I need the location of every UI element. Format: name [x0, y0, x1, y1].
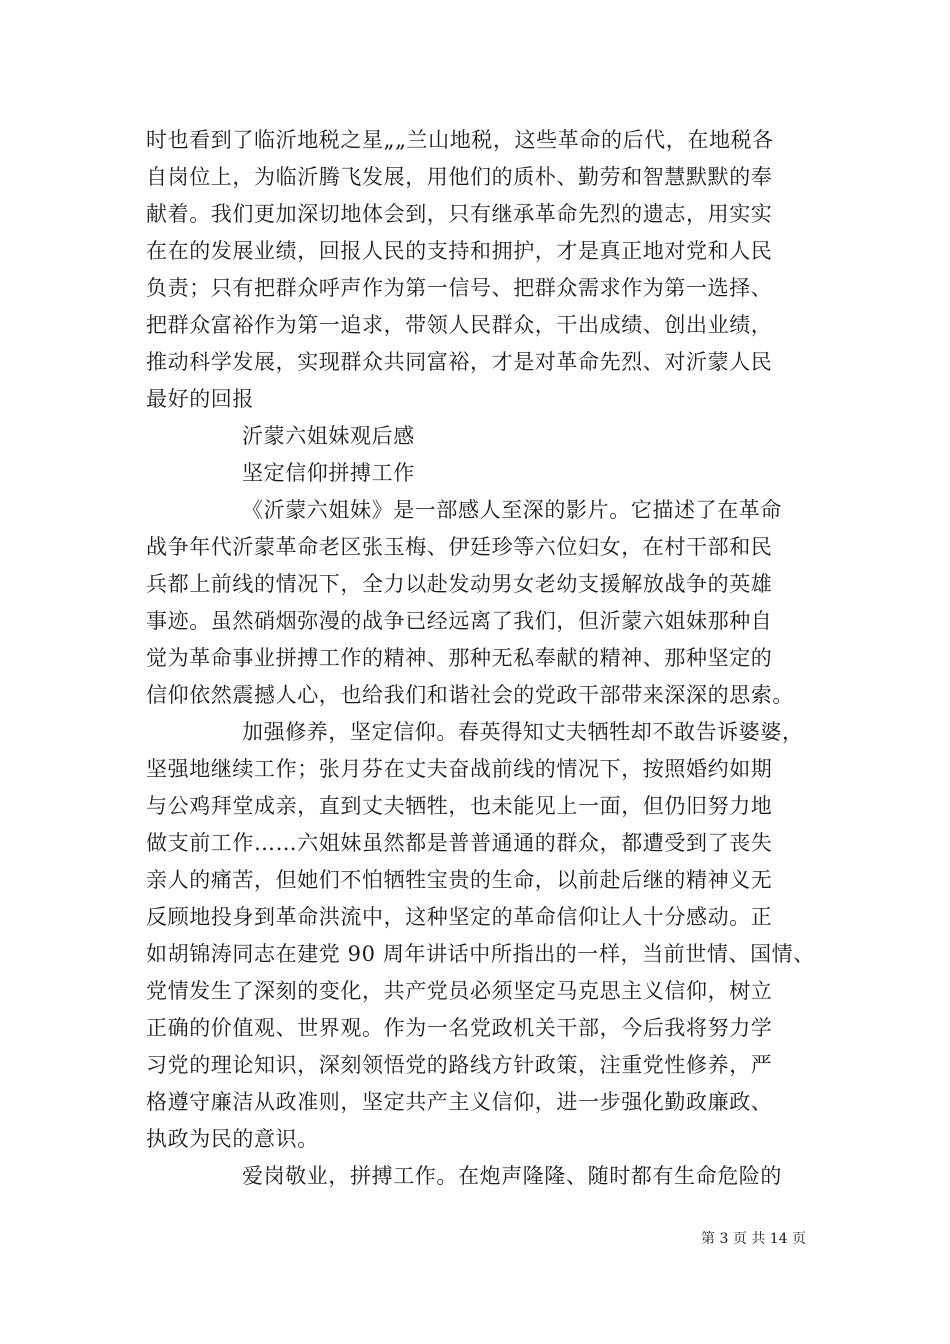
text-line: 战争年代沂蒙革命老区张玉梅、伊廷珍等六位妇女，在村干部和民 [146, 535, 773, 559]
text-line: 献着。我们更加深切地体会到，只有继承革命先烈的遗志，用实实 [146, 202, 773, 226]
document-body [146, 122, 826, 1195]
text-line: 与公鸡拜堂成亲，直到丈夫牺牲，也未能见上一面，但仍旧努力地 [146, 794, 773, 818]
text-line: 沂蒙六姐妹观后感 [242, 424, 415, 448]
text-line: 坚定信仰拼搏工作 [242, 461, 415, 485]
text-line: 最好的回报 [146, 387, 254, 411]
text-line: 时也看到了临沂地税之星„„兰山地税，这些革命的后代，在地税各 [146, 128, 774, 152]
text-line: 执政为民的意识。 [146, 1127, 319, 1151]
text-line: 坚强地继续工作；张月芬在丈夫奋战前线的情况下，按照婚约如期 [146, 757, 773, 781]
text-line: 《沂蒙六姐妹》是一部感人至深的影片。它描述了在革命 [242, 498, 782, 522]
text-line: 正确的价值观、世界观。作为一名党政机关干部，今后我将努力学 [146, 1016, 773, 1040]
page-number-footer: 第 3 页 共 14 页 [701, 1231, 806, 1247]
text-line: 如胡锦涛同志在建党 90 周年讲话中所指出的一样，当前世情、国情、 [146, 942, 815, 966]
text-line: 做支前工作……六姐妹虽然都是普普通通的群众，都遭受到了丧失 [146, 831, 773, 855]
text-line: 负责；只有把群众呼声作为第一信号、把群众需求作为第一选择、 [146, 276, 773, 300]
text-line: 爱岗敬业，拼搏工作。在炮声隆隆、随时都有生命危险的 [242, 1164, 782, 1188]
text-line: 把群众富裕作为第一追求，带领人民群众，干出成绩、创出业绩， [146, 313, 773, 337]
text-line: 信仰依然震撼人心，也给我们和谐社会的党政干部带来深深的思索。 [146, 683, 794, 707]
text-line: 反顾地投身到革命洪流中，这种坚定的革命信仰让人十分感动。正 [146, 905, 773, 929]
text-line: 习党的理论知识，深刻领悟党的路线方针政策，注重党性修养，严 [146, 1053, 773, 1077]
text-line: 觉为革命事业拼搏工作的精神、那种无私奉献的精神、那种坚定的 [146, 646, 773, 670]
text-line: 在在的发展业绩，回报人民的支持和拥护，才是真正地对党和人民 [146, 239, 773, 263]
text-line: 加强修养，坚定信仰。春英得知丈夫牺牲却不敢告诉婆婆， [242, 720, 804, 744]
text-line: 兵都上前线的情况下，全力以赴发动男女老幼支援解放战争的英雄 [146, 572, 773, 596]
text-line: 亲人的痛苦，但她们不怕牺牲宝贵的生命，以前赴后继的精神义无 [146, 868, 773, 892]
text-line: 格遵守廉洁从政准则，坚定共产主义信仰，进一步强化勤政廉政、 [146, 1090, 773, 1114]
text-line: 事迹。虽然硝烟弥漫的战争已经远离了我们，但沂蒙六姐妹那种自 [146, 609, 773, 633]
text-line: 自岗位上，为临沂腾飞发展，用他们的质朴、勤劳和智慧默默的奉 [146, 165, 773, 189]
text-line: 推动科学发展，实现群众共同富裕，才是对革命先烈、对沂蒙人民 [146, 350, 773, 374]
text-line: 党情发生了深刻的变化，共产党员必须坚定马克思主义信仰，树立 [146, 979, 773, 1003]
